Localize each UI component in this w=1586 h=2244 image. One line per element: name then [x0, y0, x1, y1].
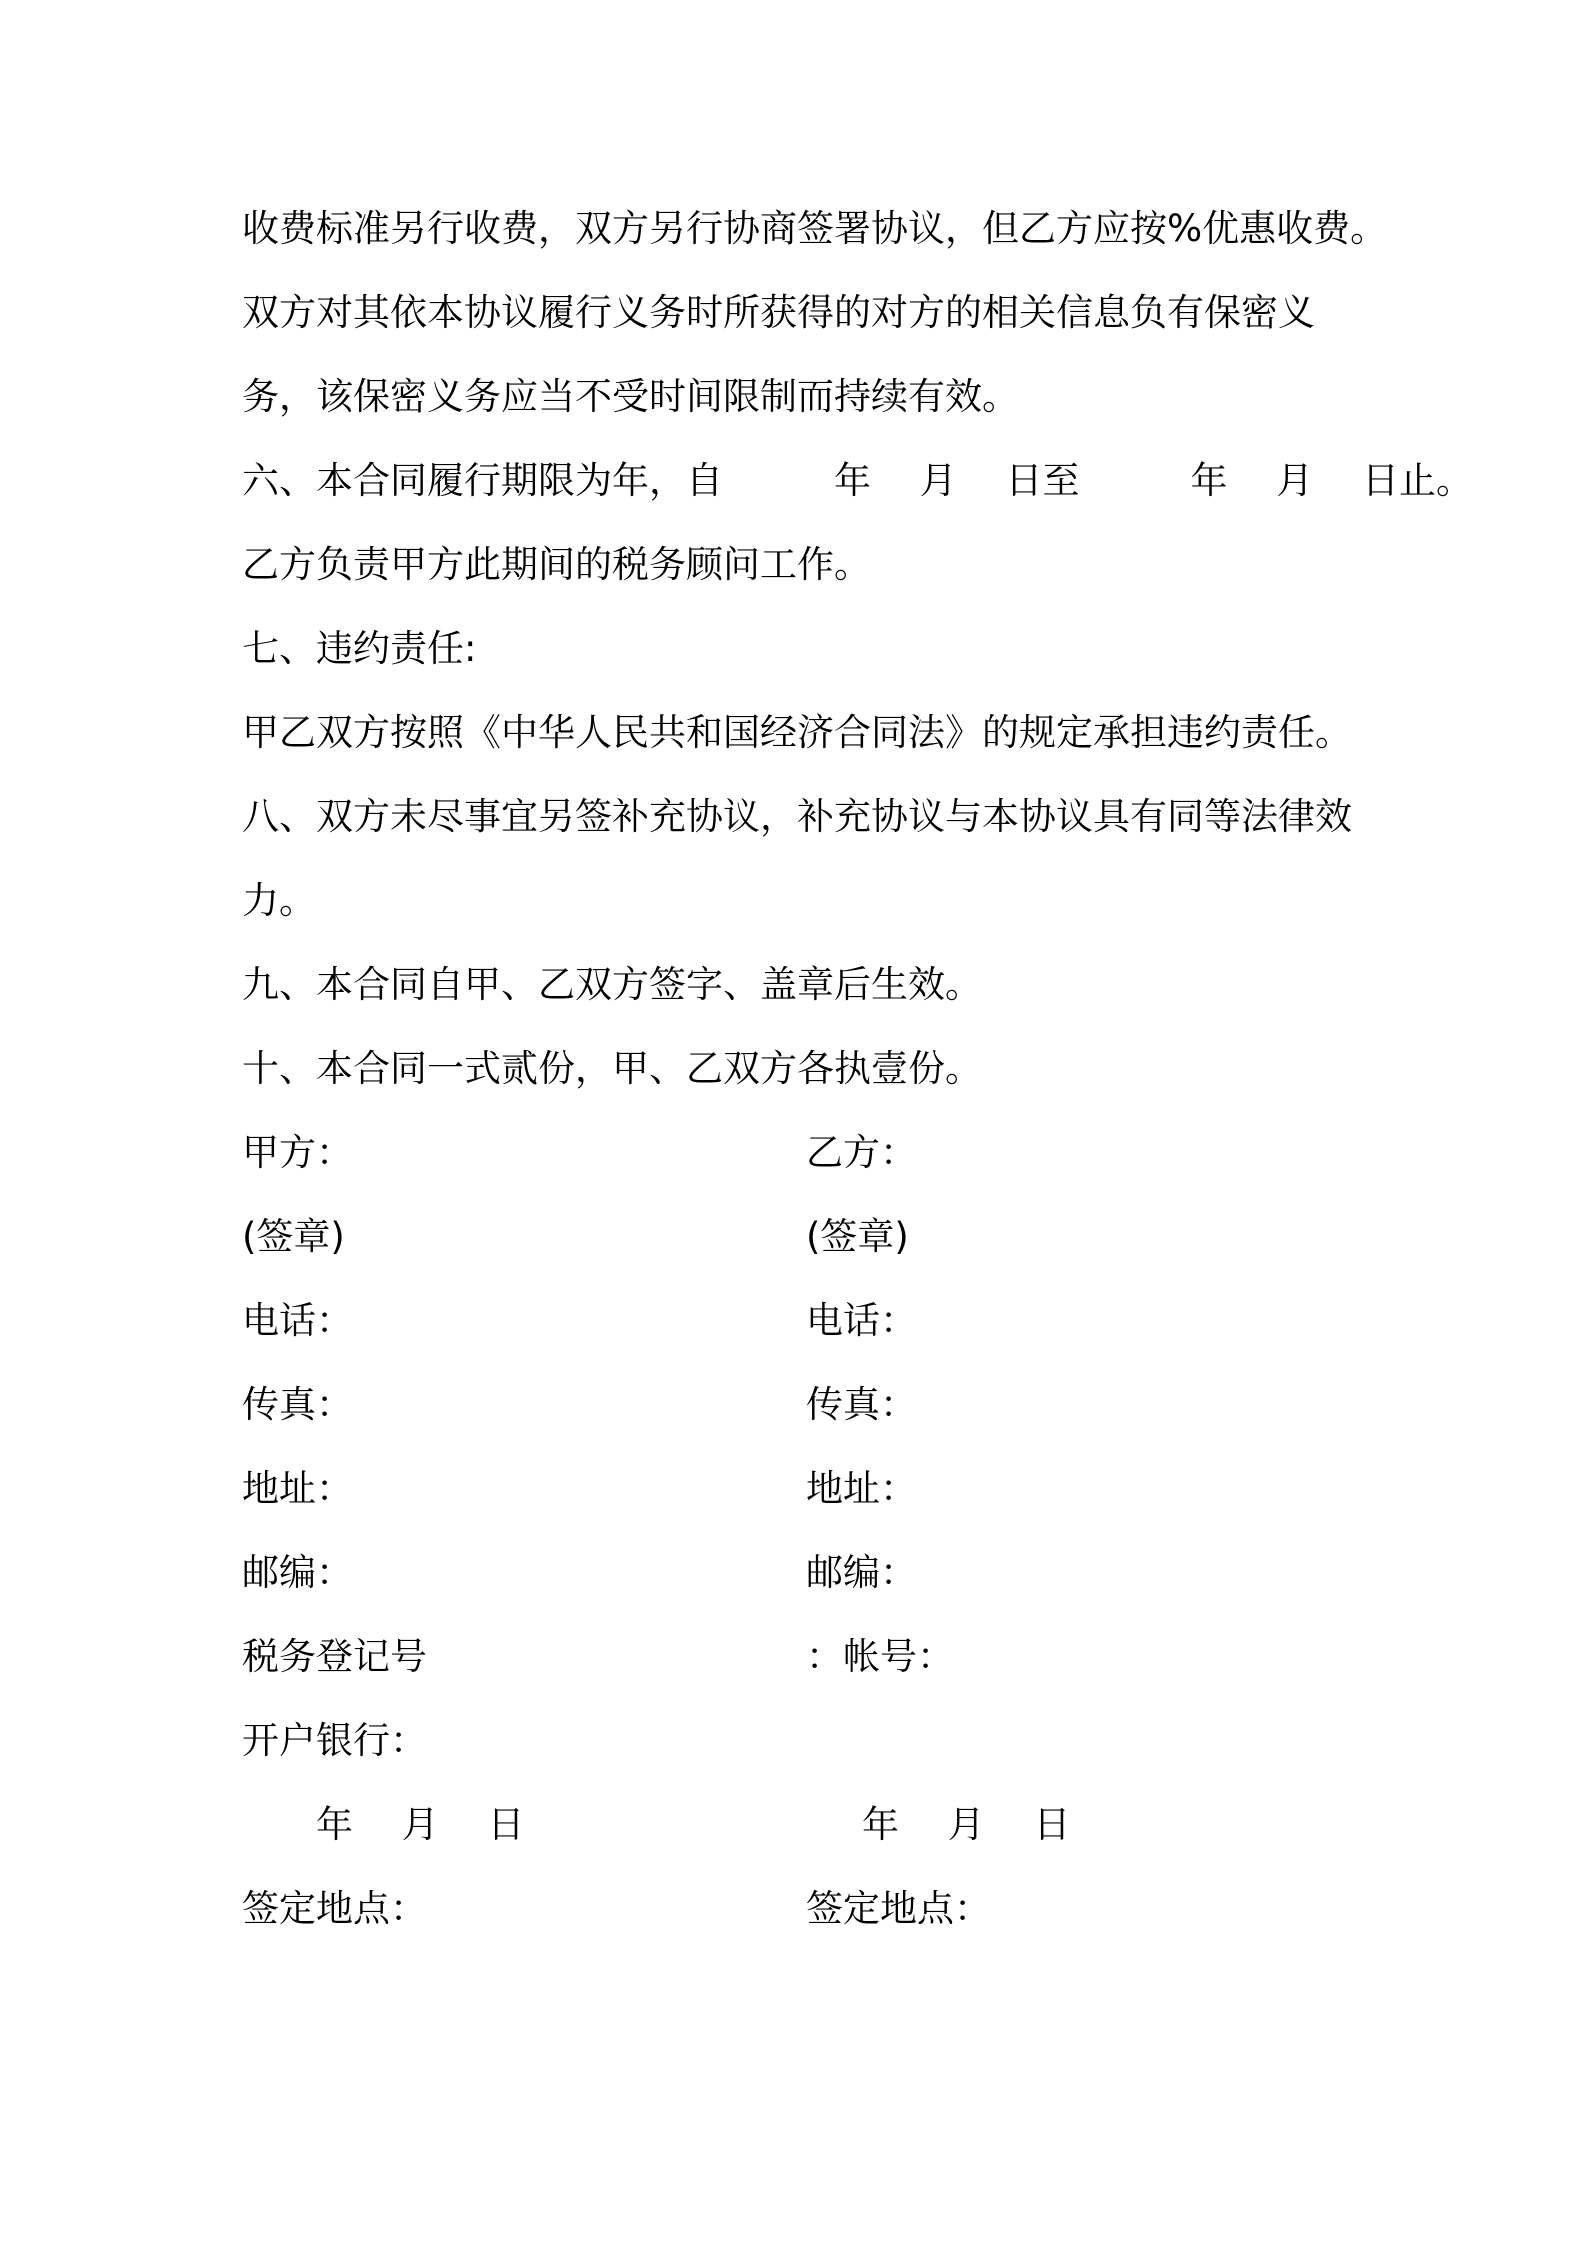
party-a-label: 甲方：	[242, 1131, 353, 1174]
account-label: ：帐号：	[806, 1635, 954, 1678]
party-a-signing-place: 签定地点：	[242, 1887, 427, 1930]
party-b-date: 年 月 日	[862, 1803, 1071, 1846]
clause-ten: 十、本合同一式贰份，甲、乙双方各执壹份。	[242, 1047, 982, 1090]
party-a-address: 地址：	[242, 1467, 353, 1510]
party-b-phone: 电话：	[806, 1299, 917, 1342]
clause-seven-heading: 七、违约责任:	[242, 627, 477, 670]
party-a-date: 年 月 日	[316, 1803, 525, 1846]
party-b-signing-place: 签定地点：	[806, 1887, 991, 1930]
paragraph-confidentiality-line-2: 务，该保密义务应当不受时间限制而持续有效。	[242, 375, 1019, 418]
party-b-label: 乙方：	[806, 1131, 917, 1174]
party-a-postcode: 邮编：	[242, 1551, 353, 1594]
party-b-fax: 传真：	[806, 1383, 917, 1426]
bank-label: 开户银行：	[242, 1719, 427, 1762]
clause-six-term: 六、本合同履行期限为年，自 年 月 日至 年 月 日止。	[242, 459, 1474, 502]
party-b-address: 地址：	[806, 1467, 917, 1510]
party-b-seal: (签章)	[806, 1215, 909, 1258]
party-a-seal: (签章)	[242, 1215, 345, 1258]
clause-eight-line-2: 力。	[242, 879, 316, 922]
clause-eight-line-1: 八、双方未尽事宜另签补充协议，补充协议与本协议具有同等法律效	[242, 795, 1352, 838]
clause-nine: 九、本合同自甲、乙双方签字、盖章后生效。	[242, 963, 982, 1006]
clause-seven-body: 甲乙双方按照《中华人民共和国经济合同法》的规定承担违约责任。	[242, 711, 1352, 754]
party-b-postcode: 邮编：	[806, 1551, 917, 1594]
tax-registration-label: 税务登记号	[242, 1635, 427, 1678]
clause-six-duty: 乙方负责甲方此期间的税务顾问工作。	[242, 543, 871, 586]
party-a-fax: 传真：	[242, 1383, 353, 1426]
paragraph-fee-line: 收费标准另行收费，双方另行协商签署协议，但乙方应按%优惠收费。	[242, 207, 1388, 250]
party-a-phone: 电话：	[242, 1299, 353, 1342]
paragraph-confidentiality-line-1: 双方对其依本协议履行义务时所获得的对方的相关信息负有保密义	[242, 291, 1315, 334]
